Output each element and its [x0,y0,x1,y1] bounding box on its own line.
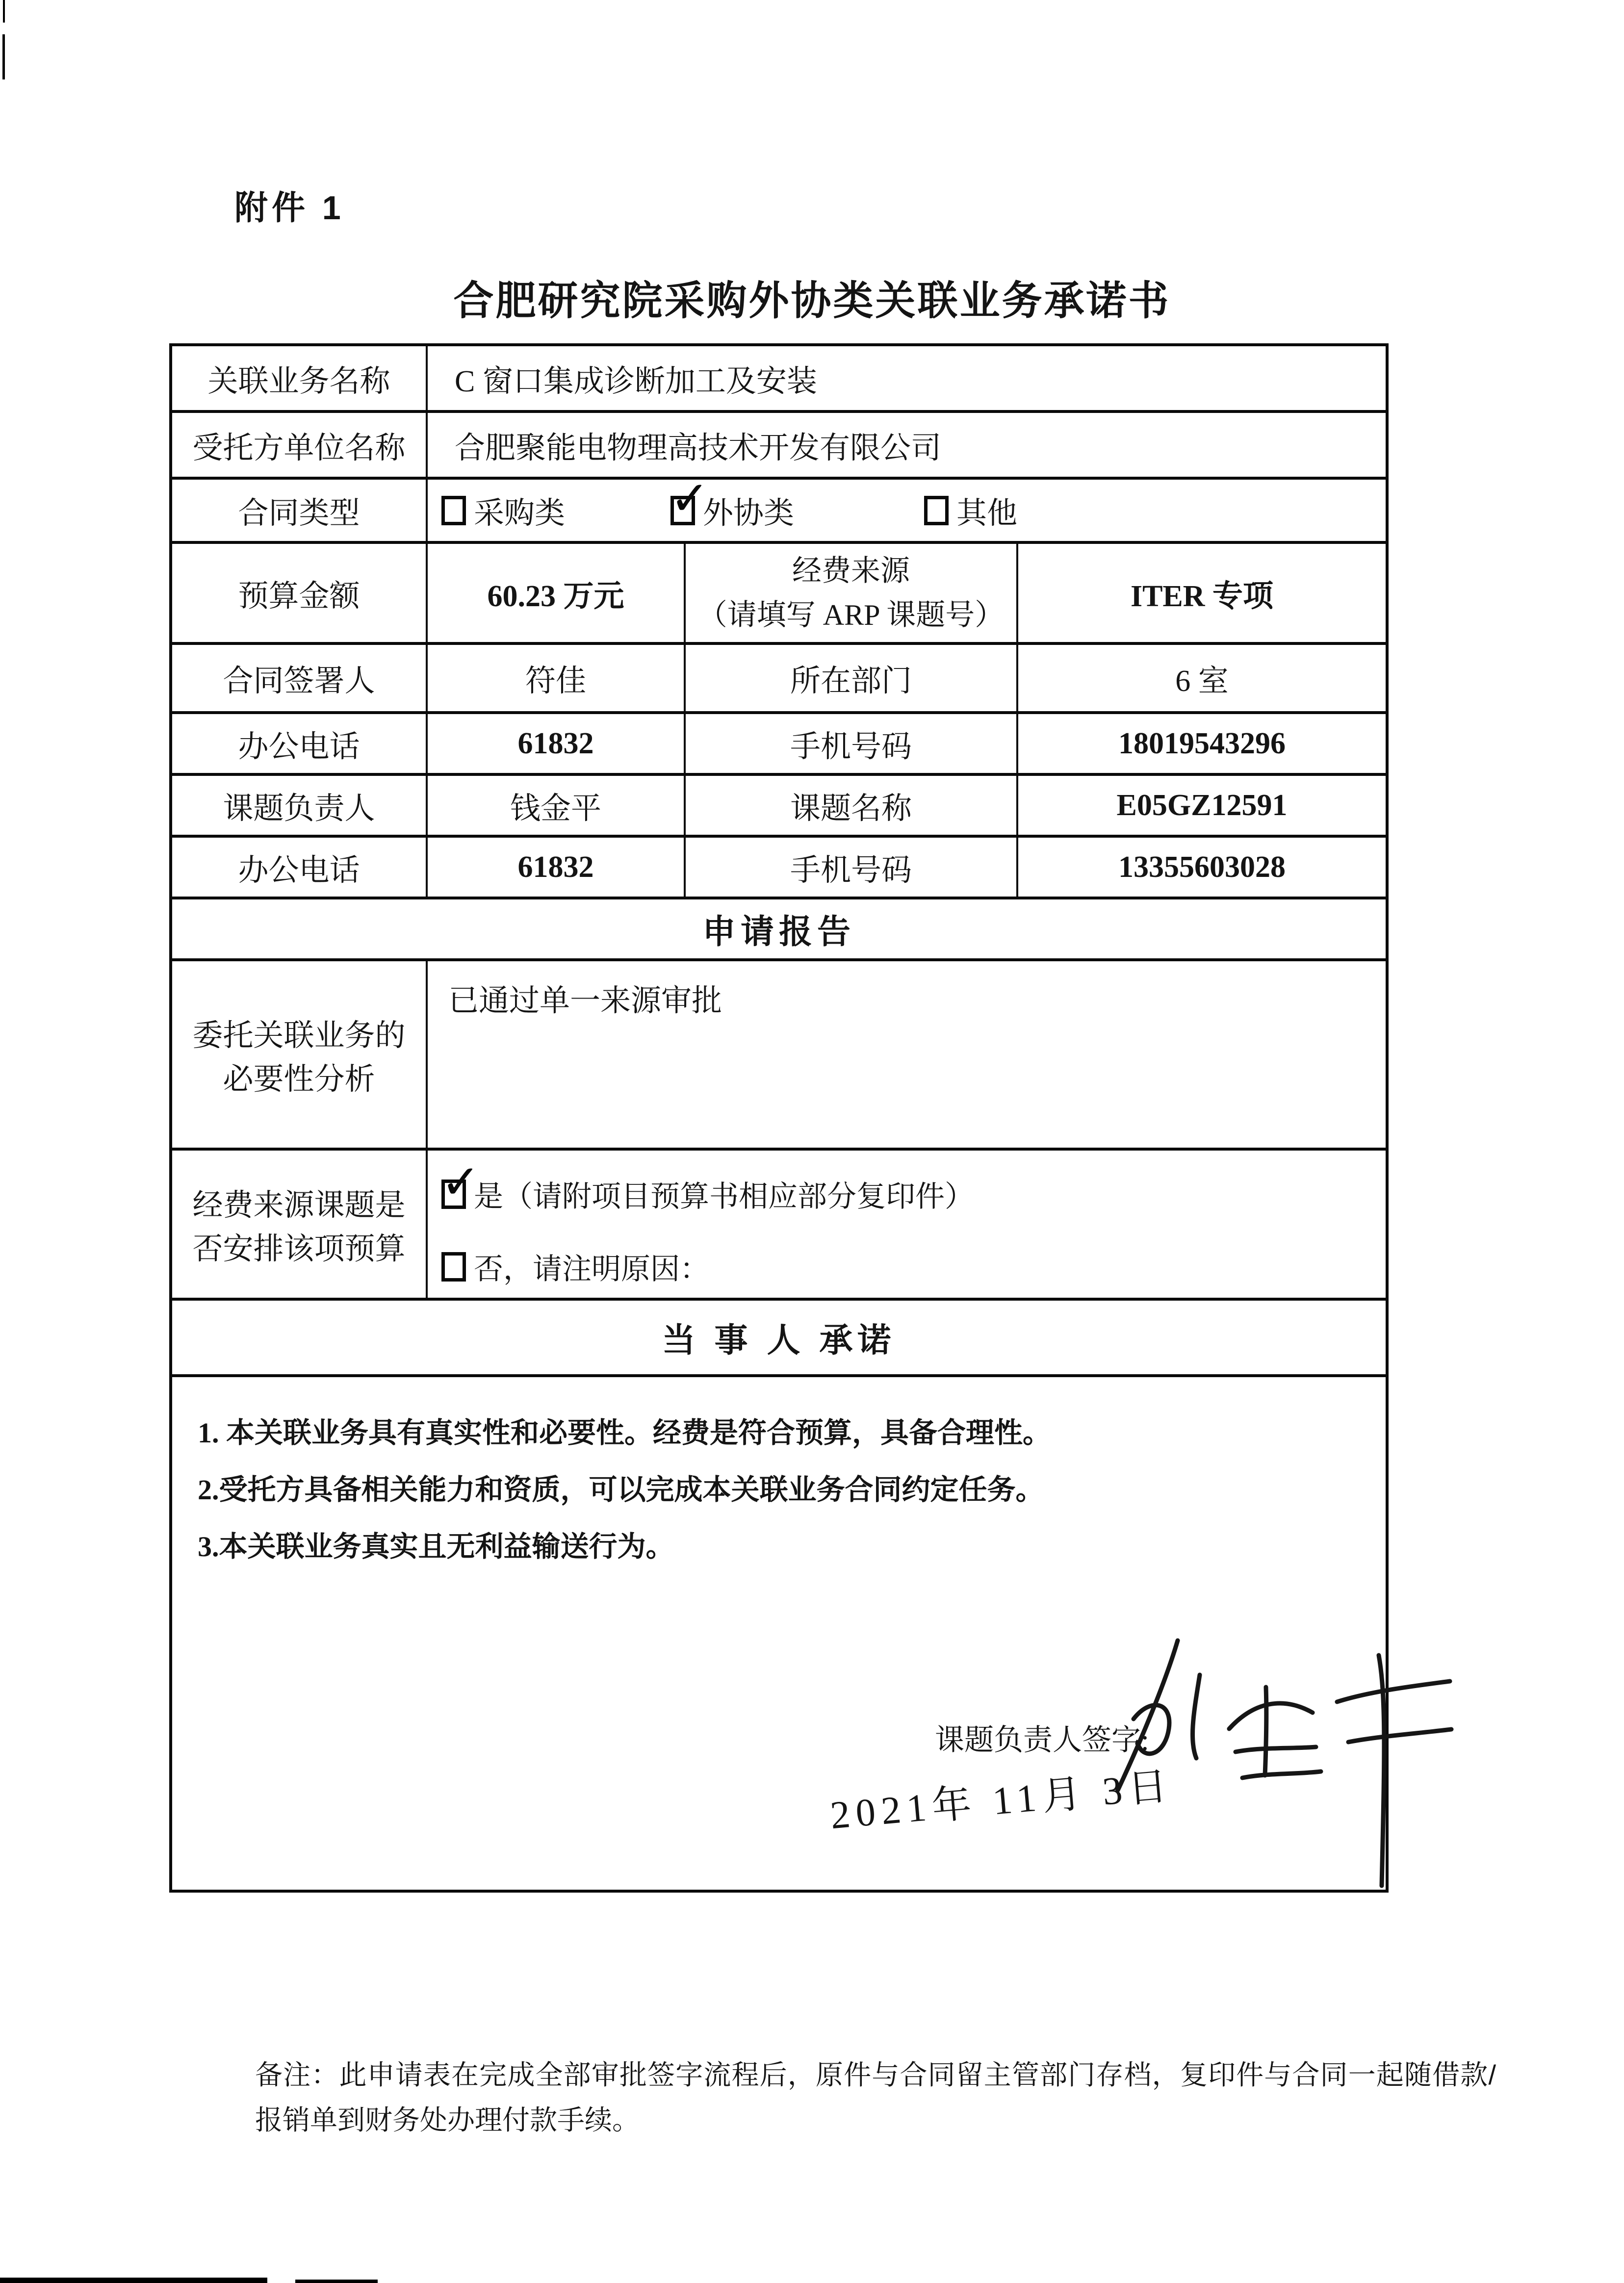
checkbox-checked-icon [441,1154,481,1209]
contract-type-option-other [924,488,1017,532]
office-phone-label: 办公电话 [238,730,360,764]
commitment-list [172,1377,1386,1575]
form-table [169,343,1389,1893]
row-commitment-header [172,1298,1386,1374]
office-phone-value: 61832 [426,838,684,897]
scan-artifact [3,0,5,23]
commitment-item-1: 1. 本关联业务具有真实性和必要性。经费是符合预算，具备合理性。 [198,1417,1052,1449]
option-label: 外协类 [703,497,795,530]
signature-date-handwritten: 2021年 11月 3日 [828,1764,1175,1838]
row-contract-signer [172,642,1386,711]
department-value: 6 室 [1016,645,1386,711]
row-office-phone-1 [172,711,1386,773]
mobile-value: 13355603028 [1016,838,1386,897]
document-title: 合肥研究院采购外协类关联业务承诺书 [453,279,1171,323]
trustee-name-label: 受托方单位名称 [192,431,406,465]
budget-arranged-no [441,1246,1376,1288]
office-phone-label: 办公电话 [238,853,360,887]
funding-source-label-line2: （请填写 ARP 课题号） [697,599,1005,631]
commitment-header: 当 事 人 承诺 [662,1321,896,1359]
row-commitment-body [172,1374,1386,1890]
commitment-body [172,1377,1386,1890]
row-budget-arranged [172,1148,1386,1298]
commitment-item-2: 2.受托方具备相关能力和资质，可以完成本关联业务合同约定任务。 [198,1474,1044,1506]
project-name-label: 课题名称 [684,776,1016,835]
contract-type-option-purchase [441,488,565,532]
option-label: 否，请注明原因： [474,1253,709,1285]
scan-artifact [0,2278,267,2283]
checkbox-unchecked-icon [441,1252,466,1282]
row-application-report-header [172,897,1386,958]
contract-signer-label: 合同签署人 [223,665,375,698]
scan-artifact [2,34,5,79]
funding-source-value: ITER 专项 [1016,544,1386,642]
checkbox-unchecked-icon [924,496,949,525]
contract-type-label: 合同类型 [238,497,360,530]
necessity-label: 委托关联业务的必要性分析 [192,1019,406,1096]
row-trustee-name [172,410,1386,477]
check-icon: ✓ [670,470,710,526]
contract-signer-value: 符佳 [426,645,684,711]
row-office-phone-2 [172,835,1386,897]
commitment-item-3: 3.本关联业务真实且无利益输送行为。 [198,1531,674,1563]
project-leader-value: 钱金平 [426,776,684,835]
business-name-label: 关联业务名称 [207,364,390,398]
row-contract-type [172,470,1386,541]
checkbox-unchecked-icon [441,496,466,525]
trustee-name-value: 合肥聚能电物理高技术开发有限公司 [426,413,1386,477]
budget-label: 预算金额 [238,579,360,613]
attachment-label: 附件 1 [234,189,345,227]
check-icon: ✓ [441,1154,481,1209]
signature-label: 课题负责人签字: [935,1724,1149,1756]
option-label: 采购类 [474,497,566,530]
budget-arranged-options [426,1151,1386,1298]
mobile-value: 18019543296 [1016,714,1386,773]
row-business-name [172,346,1386,410]
contract-type-options [426,470,1386,541]
budget-arranged-yes [441,1154,1376,1215]
contract-type-option-outsourcing [670,470,795,532]
funding-source-label [684,544,1016,642]
office-phone-value: 61832 [426,714,684,773]
mobile-label: 手机号码 [684,838,1016,897]
project-leader-label: 课题负责人 [223,792,375,825]
project-name-value: E05GZ12591 [1016,776,1386,835]
scan-artifact [295,2280,378,2283]
footer-note: 备注：此申请表在完成全部审批签字流程后，原件与合同留主管部门存档，复印件与合同一起随借款/报销单到财务处办理付款手续。 [255,2059,1496,2135]
business-name-value: C 窗口集成诊断加工及安装 [426,346,1386,410]
row-necessity [172,958,1386,1148]
row-project-leader [172,773,1386,835]
row-budget [172,541,1386,642]
option-label: 是（请附项目预算书相应部分复印件） [474,1180,974,1213]
application-report-header: 申请报告 [702,913,855,950]
budget-arranged-label: 经费来源课题是否安排该项预算 [192,1189,406,1266]
department-label: 所在部门 [684,645,1016,711]
budget-value: 60.23 万元 [426,544,684,642]
option-label: 其他 [956,497,1018,530]
mobile-label: 手机号码 [684,714,1016,773]
funding-source-label-line1: 经费来源 [792,555,910,587]
checkbox-checked-icon [670,470,710,526]
necessity-value: 已通过单一来源审批 [426,961,1386,1148]
